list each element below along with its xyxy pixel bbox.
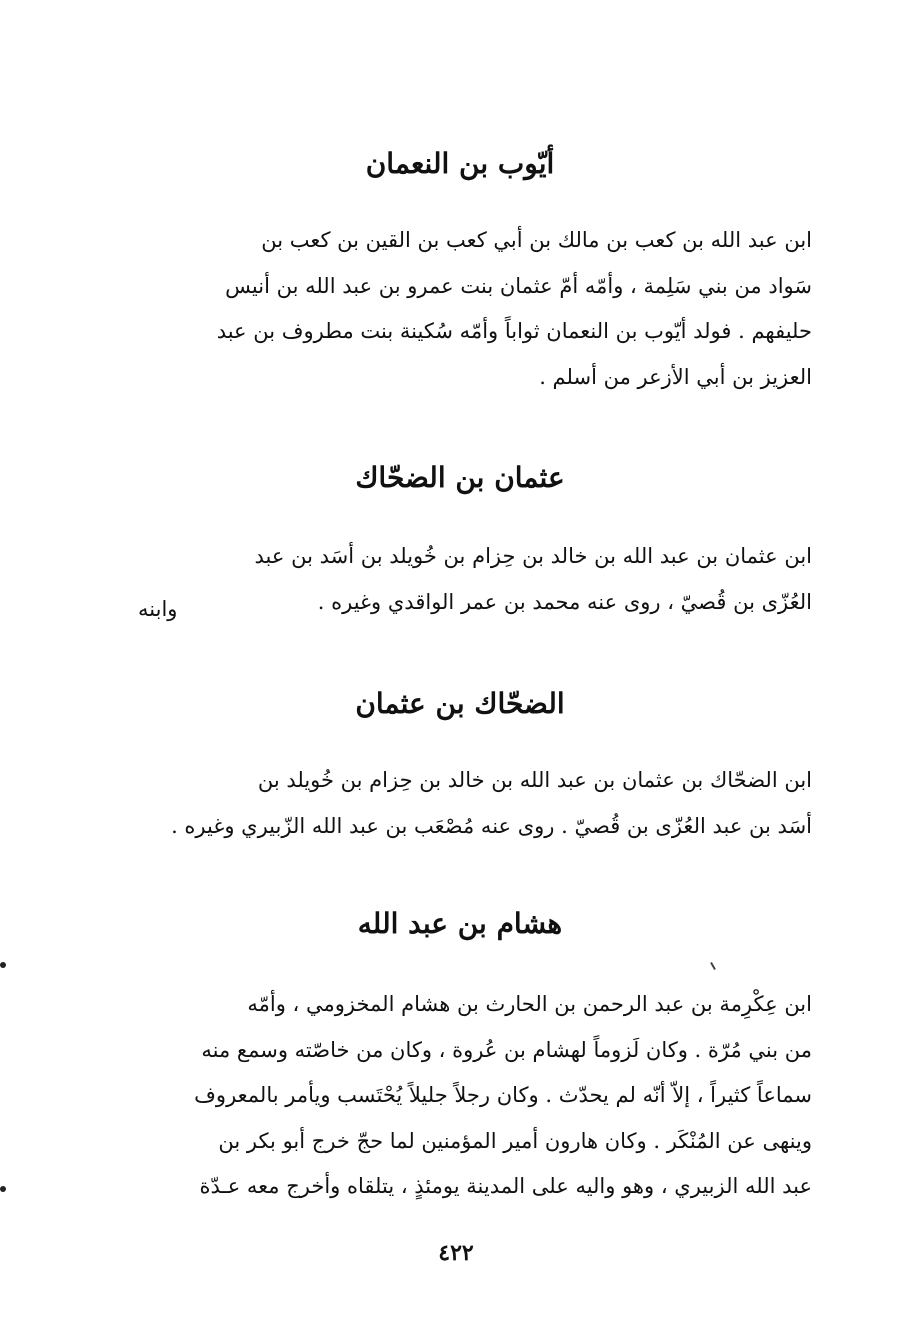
body-line: سَواد من بني سَلِمة ، وأمّه أمّ عثمان بنت عمرو بن عبد الله بن أنيس: [225, 273, 812, 298]
scan-speck: [0, 962, 6, 968]
entry-body-uthman: [110, 534, 812, 625]
body-line: أسَد بن عبد العُزّى بن قُصيّ . روى عنه مُصْعَب بن عبد الله الزّبيري وغيره .: [171, 813, 812, 838]
body-line: ابن عبد الله بن كعب بن مالك بن أبي كعب بن القين بن كعب بن: [261, 228, 812, 252]
body-line: العزيز بن أبي الأزعر من أسلم .: [539, 364, 812, 389]
body-line: ابن عِكْرِمة بن عبد الرحمن بن الحارث بن هشام المخزومي ، وأمّه: [247, 992, 812, 1016]
body-line: وينهى عن المُنْكَر . وكان هارون أمير المؤمنين لما حجّ خرج أبو بكر بن: [218, 1128, 812, 1153]
entry-body-ayyub: [110, 218, 812, 400]
page-number: ٤٢٢: [438, 1240, 474, 1266]
entry-heading-ayyub: أيّوب بن النعمان: [365, 147, 555, 180]
body-line: ابن الضحّاك بن عثمان بن عبد الله بن خالد بن حِزام بن خُويلد بن: [257, 768, 812, 792]
body-line: ابن عثمان بن عبد الله بن خالد بن حِزام بن خُويلد بن أسَد بن عبد: [254, 544, 812, 568]
entry-body-hisham: [110, 982, 812, 1210]
entry-heading-dahhak: الضحّاك بن عثمان: [355, 687, 565, 720]
body-line: من بني مُرّة . وكان لَزوماً لهشام بن عُروة ، وكان من خاصّته وسمع منه: [201, 1037, 812, 1062]
entry-body-dahhak: [110, 758, 812, 849]
entry-heading-hisham: هشام بن عبد الله: [357, 907, 563, 940]
margin-note: وابنه: [138, 597, 178, 621]
ink-mark: [710, 962, 716, 970]
body-line: عبد الله الزبيري ، وهو واليه على المدينة يومئذٍ ، يتلقاه وأخرج معه عـدّة: [199, 1174, 812, 1198]
body-line: حليفهم . فولد أيّوب بن النعمان ثواباً وأمّه سُكينة بنت مطروف بن عبد: [216, 319, 812, 343]
body-line: العُزّى بن قُصيّ ، روى عنه محمد بن عمر الواقدي وغيره .: [317, 589, 812, 614]
entry-heading-uthman: عثمان بن الضحّاك: [355, 461, 565, 494]
scan-speck: [0, 1186, 6, 1192]
body-line: سماعاً كثيراً ، إلاّ أنّه لم يحدّث . وكان رجلاً جليلاً يُحْتَسب ويأمر بالمعروف: [194, 1083, 812, 1107]
